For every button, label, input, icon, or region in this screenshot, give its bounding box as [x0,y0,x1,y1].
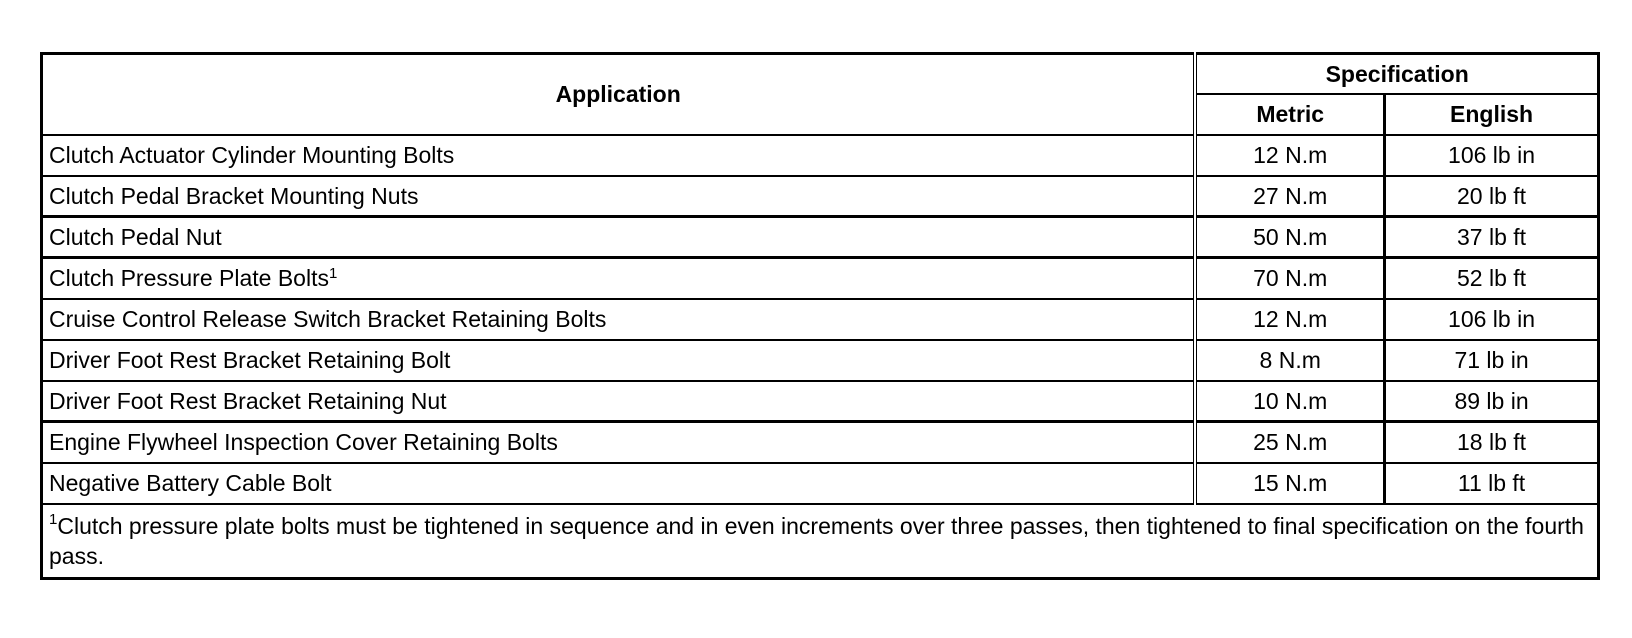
application-cell: Cruise Control Release Switch Bracket Retaining Bolts [42,299,1196,340]
footnote-mark: 1 [328,265,338,283]
english-cell: 11 lb ft [1385,463,1599,504]
metric-cell: 27 N.m [1195,176,1384,217]
application-text: Clutch Pressure Plate Bolts [49,265,329,292]
metric-cell: 15 N.m [1195,463,1384,504]
english-header: English [1385,94,1599,135]
application-header: Application [42,54,1196,135]
metric-cell: 12 N.m [1195,135,1384,176]
metric-cell: 8 N.m [1195,340,1384,381]
application-cell: Clutch Pedal Nut [42,217,1196,258]
application-cell [42,258,1196,299]
application-cell: Driver Foot Rest Bracket Retaining Nut [42,381,1196,422]
table-row [42,381,1599,422]
metric-header: Metric [1195,94,1384,135]
footnote-mark: 1 [49,510,58,528]
table-row [42,217,1599,258]
specification-header: Specification [1195,54,1598,94]
application-cell: Engine Flywheel Inspection Cover Retaining Bolts [42,422,1196,463]
application-cell: Clutch Pedal Bracket Mounting Nuts [42,176,1196,217]
english-cell: 106 lb in [1385,135,1599,176]
metric-cell: 12 N.m [1195,299,1384,340]
metric-cell: 50 N.m [1195,217,1384,258]
english-cell: 106 lb in [1385,299,1599,340]
english-cell: 20 lb ft [1385,176,1599,217]
table-row [42,463,1599,504]
footnote-row [42,504,1599,579]
table-row [42,299,1599,340]
application-cell: Driver Foot Rest Bracket Retaining Bolt [42,340,1196,381]
english-cell: 89 lb in [1385,381,1599,422]
table-row [42,340,1599,381]
metric-cell: 70 N.m [1195,258,1384,299]
table-row [42,258,1599,299]
table-row [42,422,1599,463]
english-cell: 52 lb ft [1385,258,1599,299]
table-row [42,176,1599,217]
torque-spec-table [40,52,1600,580]
english-cell: 71 lb in [1385,340,1599,381]
metric-cell: 10 N.m [1195,381,1384,422]
english-cell: 18 lb ft [1385,422,1599,463]
footnote-cell [42,504,1599,579]
metric-cell: 25 N.m [1195,422,1384,463]
application-cell: Negative Battery Cable Bolt [42,463,1196,504]
table-row [42,135,1599,176]
application-cell: Clutch Actuator Cylinder Mounting Bolts [42,135,1196,176]
footnote-text: Clutch pressure plate bolts must be tightened in sequence and in even increments over three passes, then tightened to final specification on the fourth pass. [49,512,1584,569]
english-cell: 37 lb ft [1385,217,1599,258]
